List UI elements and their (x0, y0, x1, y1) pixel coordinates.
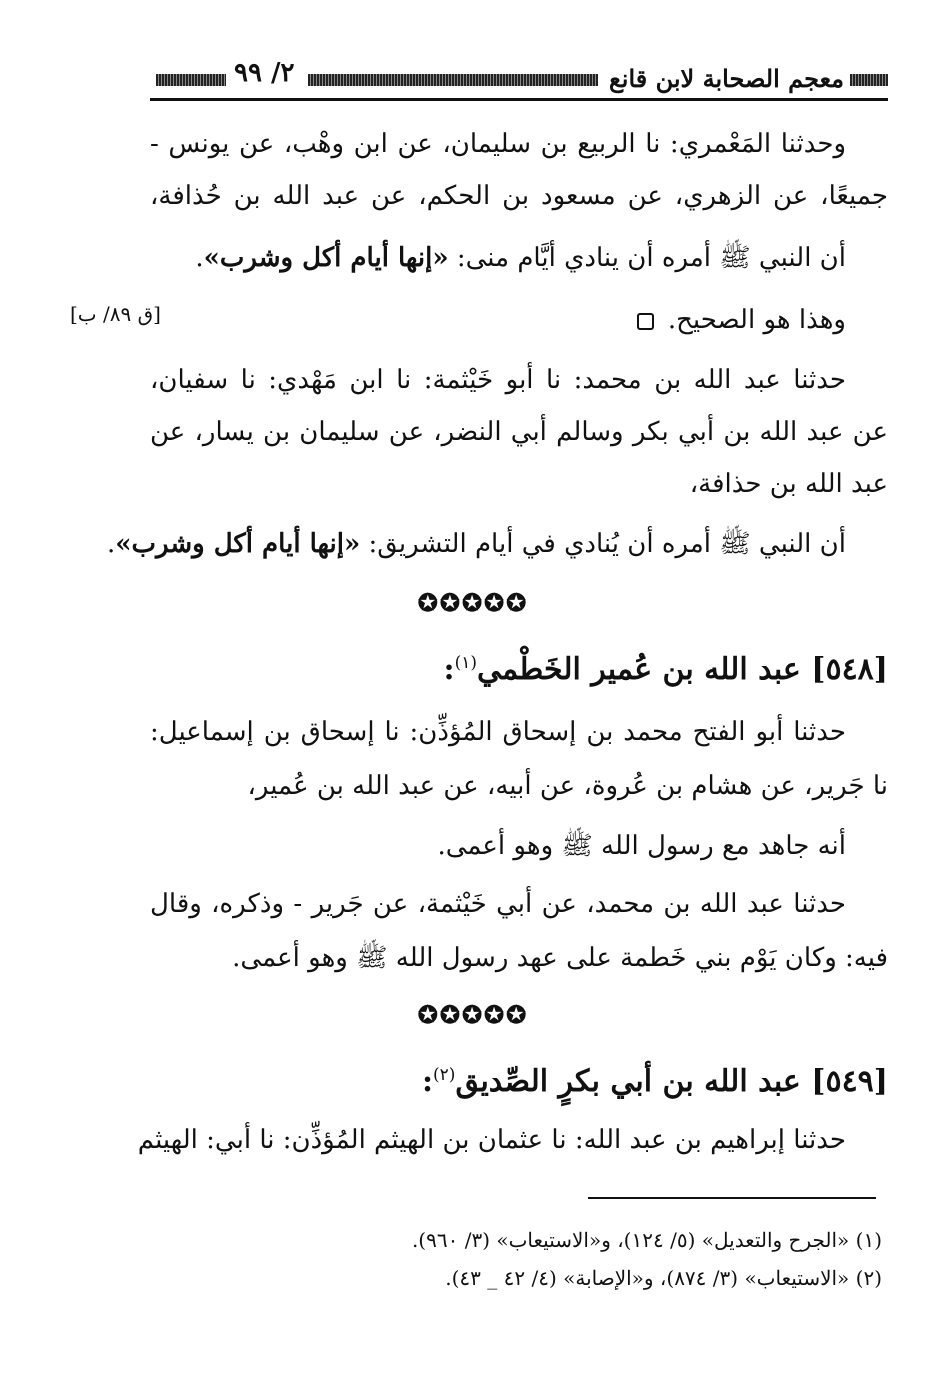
text-line: نا جَرير، عن هشام بن عُروة، عن أبيه، عن عبد الله بن عُمير، (247, 771, 888, 801)
punctuation: . (195, 243, 204, 273)
text-line: حدثنا عبد الله بن محمد، عن أبي خَيْثمة، عن جَرير - وذكره، وقال (150, 889, 846, 919)
statement-text: وهذا هو الصحيح. (667, 305, 846, 335)
header-ornament-bar (308, 74, 598, 86)
hadith-quote: «إنها أيام أكل وشرب» (203, 243, 449, 273)
section-separator: ✪✪✪✪✪ (417, 588, 529, 617)
entry-title: [٥٤٩] عبد الله بن أبي بكرٍ الصِّديق (455, 1064, 888, 1099)
hadith-line (107, 524, 846, 564)
entry-title: [٥٤٨] عبد الله بن عُمير الخَطْمي (477, 652, 888, 687)
text-line: فيه: وكان يَوْم بني خَطمة على عهد رسول الله ﷺ وهو أعمى. (232, 943, 888, 973)
footnote: (١) «الجرح والتعديل» (٥/ ١٢٤)، و«الاستيعاب» (٣/ ٩٦٠). (411, 1228, 882, 1252)
punctuation: : (443, 652, 455, 687)
footnote-marker: (١) (454, 653, 477, 673)
hadith-text: أن النبي ﷺ أمره أن يُنادي في أيام التشريق: (360, 529, 846, 559)
text-line: أنه جاهد مع رسول الله ﷺ وهو أعمى. (437, 831, 846, 861)
text-line: جميعًا، عن الزهري، عن مسعود بن الحكم، عن عبد الله بن حُذافة، (150, 181, 888, 211)
text-line: عبد الله بن حذافة، (689, 469, 888, 499)
hadith-text: أن النبي ﷺ أمره أن ينادي أيَّام منى: (448, 243, 846, 273)
header-book-title: معجم الصحابة لابن قانع (609, 64, 844, 93)
text-line: وحدثنا المَعْمري: نا الربيع بن سليمان، عن ابن وهْب، عن يونس - (150, 129, 846, 159)
text-line (637, 300, 846, 340)
section-separator: ✪✪✪✪✪ (417, 1000, 529, 1029)
footnote-marker: (٢) (433, 1065, 456, 1085)
header-ornament-bar (850, 74, 888, 86)
punctuation: . (106, 529, 116, 559)
manuscript-folio-ref: [ق ٨٩/ ب] (70, 302, 161, 326)
text-line: عن عبد الله بن أبي بكر وسالم أبي النضر، عن سليمان بن يسار، عن (150, 417, 888, 447)
footnote-rule (588, 1197, 876, 1199)
entry-heading-549 (422, 1054, 888, 1103)
punctuation: : (421, 1064, 434, 1099)
running-header (150, 56, 888, 96)
entry-heading-548 (444, 642, 889, 691)
footnote: (٢) «الاستيعاب» (٣/ ٨٧٤)، و«الإصابة» (٤/ ٤٢ _ ٤٣). (445, 1266, 882, 1290)
hadith-quote: «إنها أيام أكل وشرب» (115, 529, 361, 559)
hadith-line (195, 238, 846, 278)
text-line: حدثنا عبد الله بن محمد: نا أبو خَيْثمة: نا ابن مَهْدي: نا سفيان، (150, 365, 846, 395)
text-line: حدثنا إبراهيم بن عبد الله: نا عثمان بن الهيثم المُؤذِّن: نا أبي: الهيثم (137, 1125, 846, 1155)
header-rule (150, 98, 888, 101)
header-ornament-bar (156, 74, 226, 86)
header-page-number: ٢/ ٩٩ (234, 58, 295, 88)
text-line: حدثنا أبو الفتح محمد بن إسحاق المُؤذِّن: نا إسحاق بن إسماعيل: (150, 717, 846, 747)
end-square-icon (637, 313, 654, 330)
